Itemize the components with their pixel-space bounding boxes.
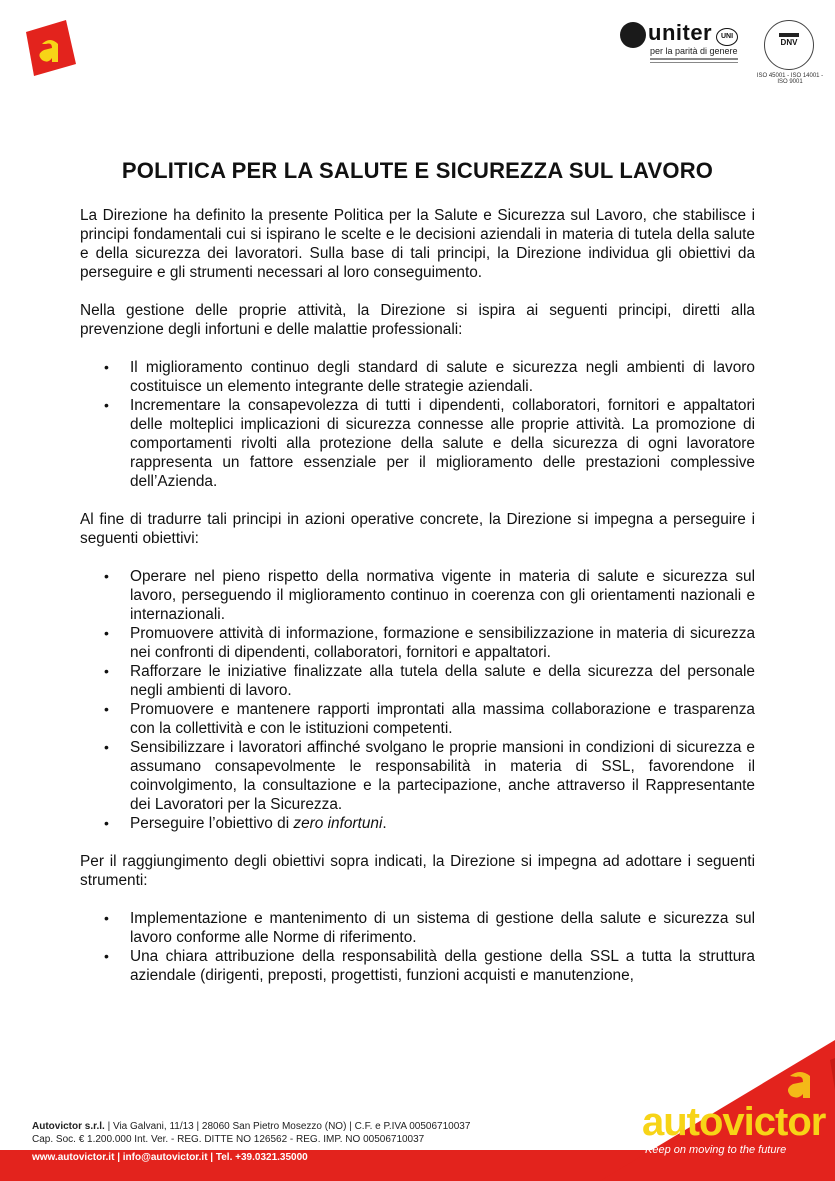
footer-contacts[interactable]: www.autovictor.it | info@autovictor.it | Tel. +39.0321.35000: [32, 1152, 308, 1163]
list-item: • Una chiara attribuzione della responsabilità della gestione della SSL a tutta la struttura aziendale (dirigenti, preposti, progettisti, funzioni acquisti e manutenzione,: [130, 947, 755, 985]
list-item: • Incrementare la consapevolezza di tutti i dipendenti, collaboratori, fornitori e appaltatori delle molteplici implicazioni di sicurezza connesse alle proprie attività. La promozione di comportamenti rivolti alla protezione della salute e della sicurezza di ogni lavoratore rappresenta un fattore essenziale per il miglioramento delle prestazioni complessive dell’Azienda.: [130, 396, 755, 491]
list-item: • Il miglioramento continuo degli standard di salute e sicurezza negli ambienti di lavoro costituisce un elemento integrante delle strategie aziendali.: [130, 358, 755, 396]
brand-wordmark: autovictor: [642, 1100, 826, 1144]
principles-list: [80, 358, 755, 491]
list-item: [130, 814, 755, 833]
dnv-standards: ISO 45001 - ISO 14001 - ISO 9001: [756, 73, 824, 85]
autovictor-logo-icon: [22, 18, 78, 78]
objective-last-suffix: .: [382, 815, 387, 832]
tools-intro: Per il raggiungimento degli obiettivi sopra indicati, la Direzione si impegna ad adottare i seguenti strumenti:: [80, 853, 755, 889]
list-item: • Promuovere e mantenere rapporti improntati alla massima collaborazione e trasparenza con la collettività e con le istituzioni competenti.: [130, 700, 755, 738]
dnv-mark-icon: [779, 33, 799, 37]
list-item: • Operare nel pieno rispetto della normativa vigente in materia di salute e sicurezza sul lavoro, perseguendo il miglioramento continuo in coerenza con gli orientamenti nazionali e internazionali.: [130, 567, 755, 624]
list-item: • Sensibilizzare i lavoratori affinché svolgano le proprie mansioni in condizioni di sicurezza e assumano consapevolmente le responsabilità in materia di SSL, favorendone il coinvolgimento, la consultazione e la partecipazione, anche attraverso il Rappresentante dei Lavoratori per la Sicurezza.: [130, 738, 755, 814]
document-title: POLITICA PER LA SALUTE E SICUREZZA SUL LAVORO: [121, 158, 714, 183]
uniter-wordmark: uniter: [648, 20, 713, 45]
objective-last-prefix: Perseguire l’obiettivo di: [130, 815, 294, 832]
tools-list: [80, 909, 755, 985]
uniter-tagline: per la parità di genere: [650, 46, 738, 56]
uni-badge: UNI: [716, 28, 738, 46]
intro-paragraph: La Direzione ha definito la presente Politica per la Salute e Sicurezza sul Lavoro, che stabilisce i principi fondamentali cui si ispirano le scelte e le decisioni aziendali in materia di tutela della salute e della sicurezza dei lavoratori. Sulla base di tali principi, la Direzione individua gli obiettivi da perseguire e gli strumenti necessari al loro conseguimento.: [80, 207, 755, 281]
brand-tagline: Keep on moving to the future: [645, 1144, 787, 1156]
company-name: Autovictor s.r.l.: [32, 1121, 105, 1132]
objective-last-emphasis: zero infortuni: [293, 815, 383, 832]
dnv-certification-logo: [756, 20, 824, 85]
uniter-fine-print: [650, 58, 738, 66]
document-body: [80, 206, 755, 985]
list-item: • Promuovere attività di informazione, formazione e sensibilizzazione in materia di sicurezza nei confronti di dipendenti, collaboratori, fornitori e appaltatori.: [130, 624, 755, 662]
page-footer: [0, 1030, 835, 1181]
uniter-seal-icon: [620, 22, 646, 48]
list-item: • Implementazione e mantenimento di un sistema di gestione della salute e sicurezza sul lavoro conforme alle Norme di riferimento.: [130, 909, 755, 947]
objectives-list: [80, 567, 755, 833]
list-item: • Rafforzare le iniziative finalizzate alla tutela della salute e della sicurezza del personale negli ambienti di lavoro.: [130, 662, 755, 700]
company-address: | Via Galvani, 11/13 | 28060 San Pietro Mosezzo (NO) | C.F. e P.IVA 00506710037: [104, 1121, 471, 1132]
dnv-label: DNV: [780, 38, 798, 47]
company-info: [32, 1120, 470, 1146]
objectives-intro: Al fine di tradurre tali principi in azioni operative concrete, la Direzione si impegna a perseguire i seguenti obiettivi:: [80, 511, 755, 547]
company-registry: Cap. Soc. € 1.200.000 Int. Ver. - REG. DITTE NO 126562 - REG. IMP. NO 00506710037: [32, 1134, 425, 1145]
uniter-certification-logo: [620, 20, 740, 74]
principles-intro: Nella gestione delle proprie attività, la Direzione si ispira ai seguenti principi, diretti alla prevenzione degli infortuni e delle malattie professionali:: [80, 302, 755, 338]
